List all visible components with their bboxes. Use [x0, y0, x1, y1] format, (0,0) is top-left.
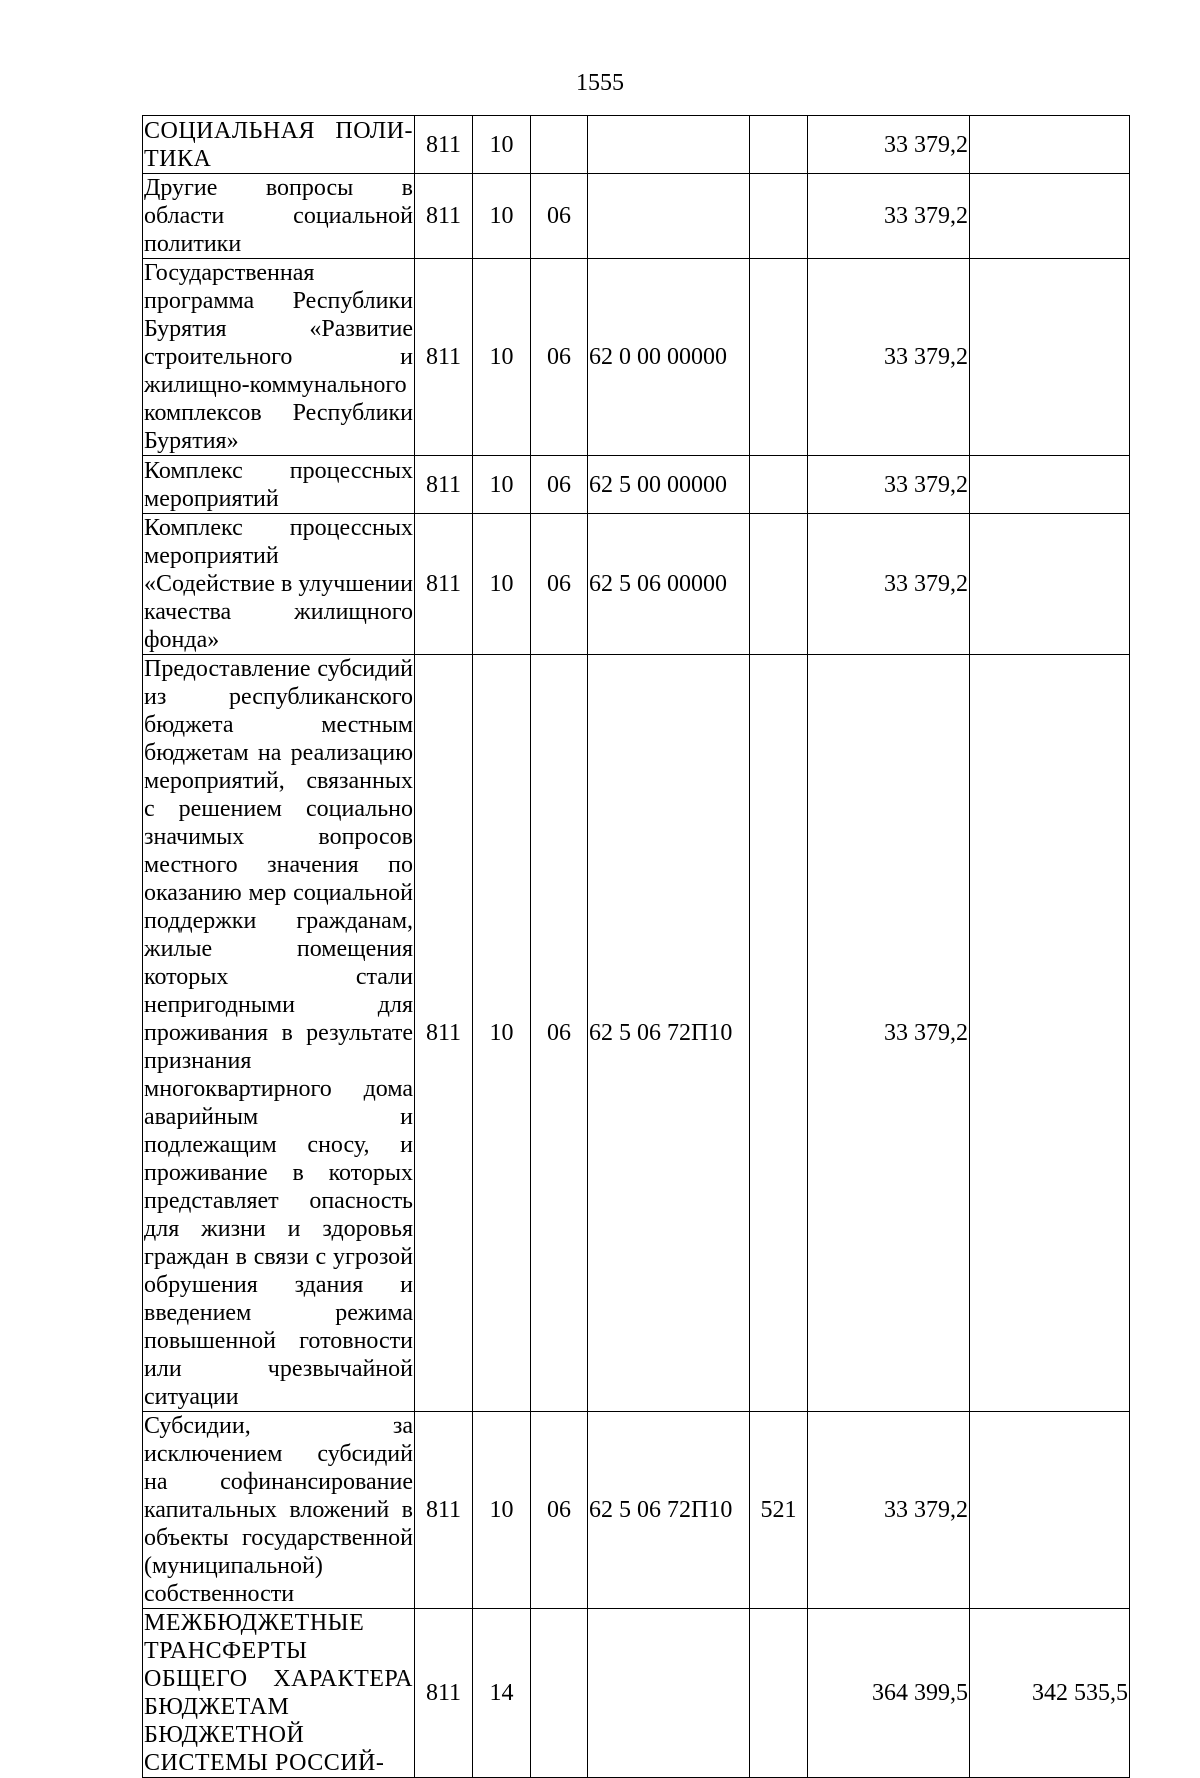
expense-type-code: 521	[750, 1412, 808, 1609]
row-description: Предоставление субсидий из республиканского бюджета местным бюджетам на реализацию мероприятий, связанных с решением социально значимых вопросов местного значения по оказанию мер социальной поддержки гражданам, жилые помещения которых стали непригодными для проживания в результате признания многоквартирного дома аварийным и подлежащим сносу, и проживание в которых представляет опасность для жизни и здоровья граждан в связи с угрозой обрушения здания и введением режима повышенной готовности или чрезвычайной ситуации	[144, 656, 413, 1410]
page-number: 1555	[576, 70, 624, 96]
subsection-code	[531, 1609, 588, 1778]
section-code: 10	[473, 116, 531, 174]
expense-type-code	[750, 456, 808, 514]
target-article-code: 62 5 06 72П10	[588, 1412, 750, 1609]
amount-year-1: 33 379,2	[808, 456, 970, 514]
target-article-code: 62 0 00 00000	[588, 259, 750, 456]
dept-code: 811	[415, 655, 473, 1412]
dept-code: 811	[415, 116, 473, 174]
amount-year-1: 33 379,2	[808, 655, 970, 1412]
amount-year-1: 33 379,2	[808, 116, 970, 174]
target-article-code	[588, 174, 750, 259]
expense-type-code	[750, 174, 808, 259]
amount-year-2	[970, 259, 1130, 456]
subsection-code: 06	[531, 655, 588, 1412]
table-row	[143, 259, 1130, 456]
table-row	[143, 116, 1130, 174]
dept-code: 811	[415, 1609, 473, 1778]
budget-table-body	[143, 116, 1130, 1778]
section-code: 10	[473, 1412, 531, 1609]
amount-year-1: 364 399,5	[808, 1609, 970, 1778]
expense-type-code	[750, 259, 808, 456]
dept-code: 811	[415, 1412, 473, 1609]
section-code: 10	[473, 456, 531, 514]
amount-year-1: 33 379,2	[808, 1412, 970, 1609]
table-row	[143, 1609, 1130, 1778]
target-article-code: 62 5 06 00000	[588, 514, 750, 655]
table-row	[143, 655, 1130, 1412]
subsection-code	[531, 116, 588, 174]
expense-type-code	[750, 655, 808, 1412]
section-code: 14	[473, 1609, 531, 1778]
table-row	[143, 1412, 1130, 1609]
table-row	[143, 514, 1130, 655]
amount-year-1: 33 379,2	[808, 259, 970, 456]
amount-year-2	[970, 1412, 1130, 1609]
subsection-code: 06	[531, 1412, 588, 1609]
amount-year-2	[970, 174, 1130, 259]
subsection-code: 06	[531, 514, 588, 655]
table-row	[143, 174, 1130, 259]
row-description: Государственная программа Республики Бурятия «Развитие строительного и жилищно-коммунального комплексов Республики Бурятия»	[144, 260, 413, 454]
row-description: СОЦИАЛЬНАЯ ПОЛИ-ТИКА	[144, 117, 413, 172]
amount-year-2	[970, 655, 1130, 1412]
amount-year-1: 33 379,2	[808, 514, 970, 655]
target-article-code: 62 5 06 72П10	[588, 655, 750, 1412]
row-description: Комплекс процессных мероприятий	[144, 457, 413, 512]
expense-type-code	[750, 514, 808, 655]
dept-code: 811	[415, 174, 473, 259]
target-article-code: 62 5 00 00000	[588, 456, 750, 514]
table-row	[143, 456, 1130, 514]
amount-year-2	[970, 116, 1130, 174]
amount-year-2	[970, 456, 1130, 514]
subsection-code: 06	[531, 259, 588, 456]
subsection-code: 06	[531, 174, 588, 259]
section-code: 10	[473, 174, 531, 259]
section-code: 10	[473, 514, 531, 655]
section-code: 10	[473, 259, 531, 456]
dept-code: 811	[415, 514, 473, 655]
row-description: Субсидии, за исключением субсидий на софинансирование капитальных вложений в объекты государственной (муниципальной) собственности	[144, 1413, 413, 1607]
expense-type-code	[750, 116, 808, 174]
dept-code: 811	[415, 456, 473, 514]
target-article-code	[588, 1609, 750, 1778]
expense-type-code	[750, 1609, 808, 1778]
row-description: Другие вопросы в области социальной политики	[144, 175, 413, 257]
dept-code: 811	[415, 259, 473, 456]
row-description: МЕЖБЮДЖЕТНЫЕ ТРАНСФЕРТЫ ОБЩЕГО ХАРАКТЕРА БЮДЖЕТАМ БЮДЖЕТНОЙ СИСТЕМЫ РОССИЙ-	[144, 1610, 413, 1776]
amount-year-1: 33 379,2	[808, 174, 970, 259]
amount-year-2	[970, 514, 1130, 655]
row-description: Комплекс процессных мероприятий «Содействие в улучшении качества жилищного фонда»	[144, 515, 413, 653]
subsection-code: 06	[531, 456, 588, 514]
section-code: 10	[473, 655, 531, 1412]
budget-table	[142, 115, 1130, 1778]
amount-year-2: 342 535,5	[970, 1609, 1130, 1778]
target-article-code	[588, 116, 750, 174]
